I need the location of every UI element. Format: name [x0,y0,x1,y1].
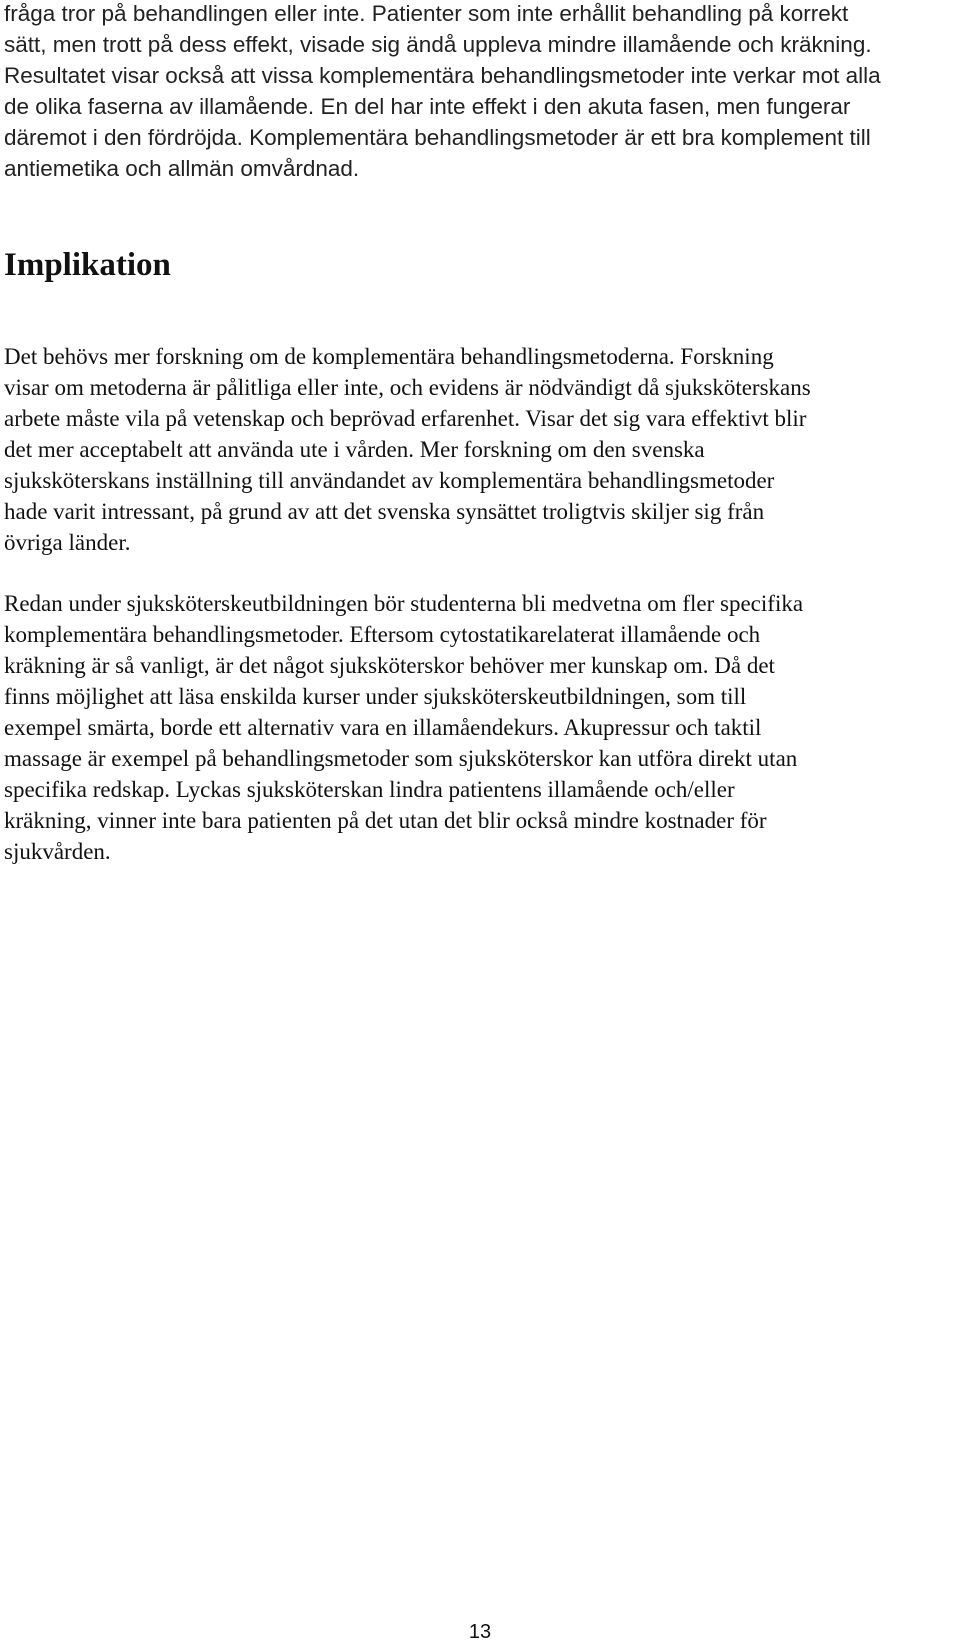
implication-paragraph-2: Redan under sjuksköterskeutbildningen bör studenterna bli medvetna om fler specifika komplementära behandlingsmetoder. Eftersom cytostatikarelaterat illamående och kräkning är så vanligt, är det något sjuksköterskor behöver mer kunskap om. Då det finns möjlighet att läsa enskilda kurser under sjuksköterskeutbildningen, som till exempel smärta, borde ett alternativ vara en illamåendekurs. Akupressur och taktil massage är exempel på behandlingsmetoder som sjuksköterskor kan utföra direkt utan specifika redskap. Lyckas sjuksköterskan lindra patientens illamående och/eller kräkning, vinner inte bara patienten på det utan det blir också mindre kostnader för sjukvården. [4,591,804,864]
intro-paragraph: fråga tror på behandlingen eller inte. Patienter som inte erhållit behandling på korrekt sätt, men trott på dess effekt, visade sig ändå uppleva mindre illamående och kräkning. Resultatet visar också att vissa komplementära behandlingsmetoder inte verkar mot alla de olika faserna av illamående. En del har inte effekt i den akuta fasen, men fungerar däremot i den fördröjda. Komplementära behandlingsmetoder är ett bra komplement till antiemetika och allmän omvårdnad. [4,1,881,181]
page-number: 13 [468,1621,492,1643]
section-heading: Implikation [4,247,171,283]
implication-paragraph-1: Det behövs mer forskning om de komplementära behandlingsmetoderna. Forskning visar om metoderna är pålitliga eller inte, och evidens är nödvändigt då sjuksköterskans arbete måste vila på vetenskap och beprövad erfarenhet. Visar det sig vara effektivt blir det mer acceptabelt att använda ute i vården. Mer forskning om den svenska sjuksköterskans inställning till användandet av komplementära behandlingsmetoder hade varit intressant, på grund av att det svenska synsättet troligtvis skiljer sig från övriga länder. [4,344,811,555]
